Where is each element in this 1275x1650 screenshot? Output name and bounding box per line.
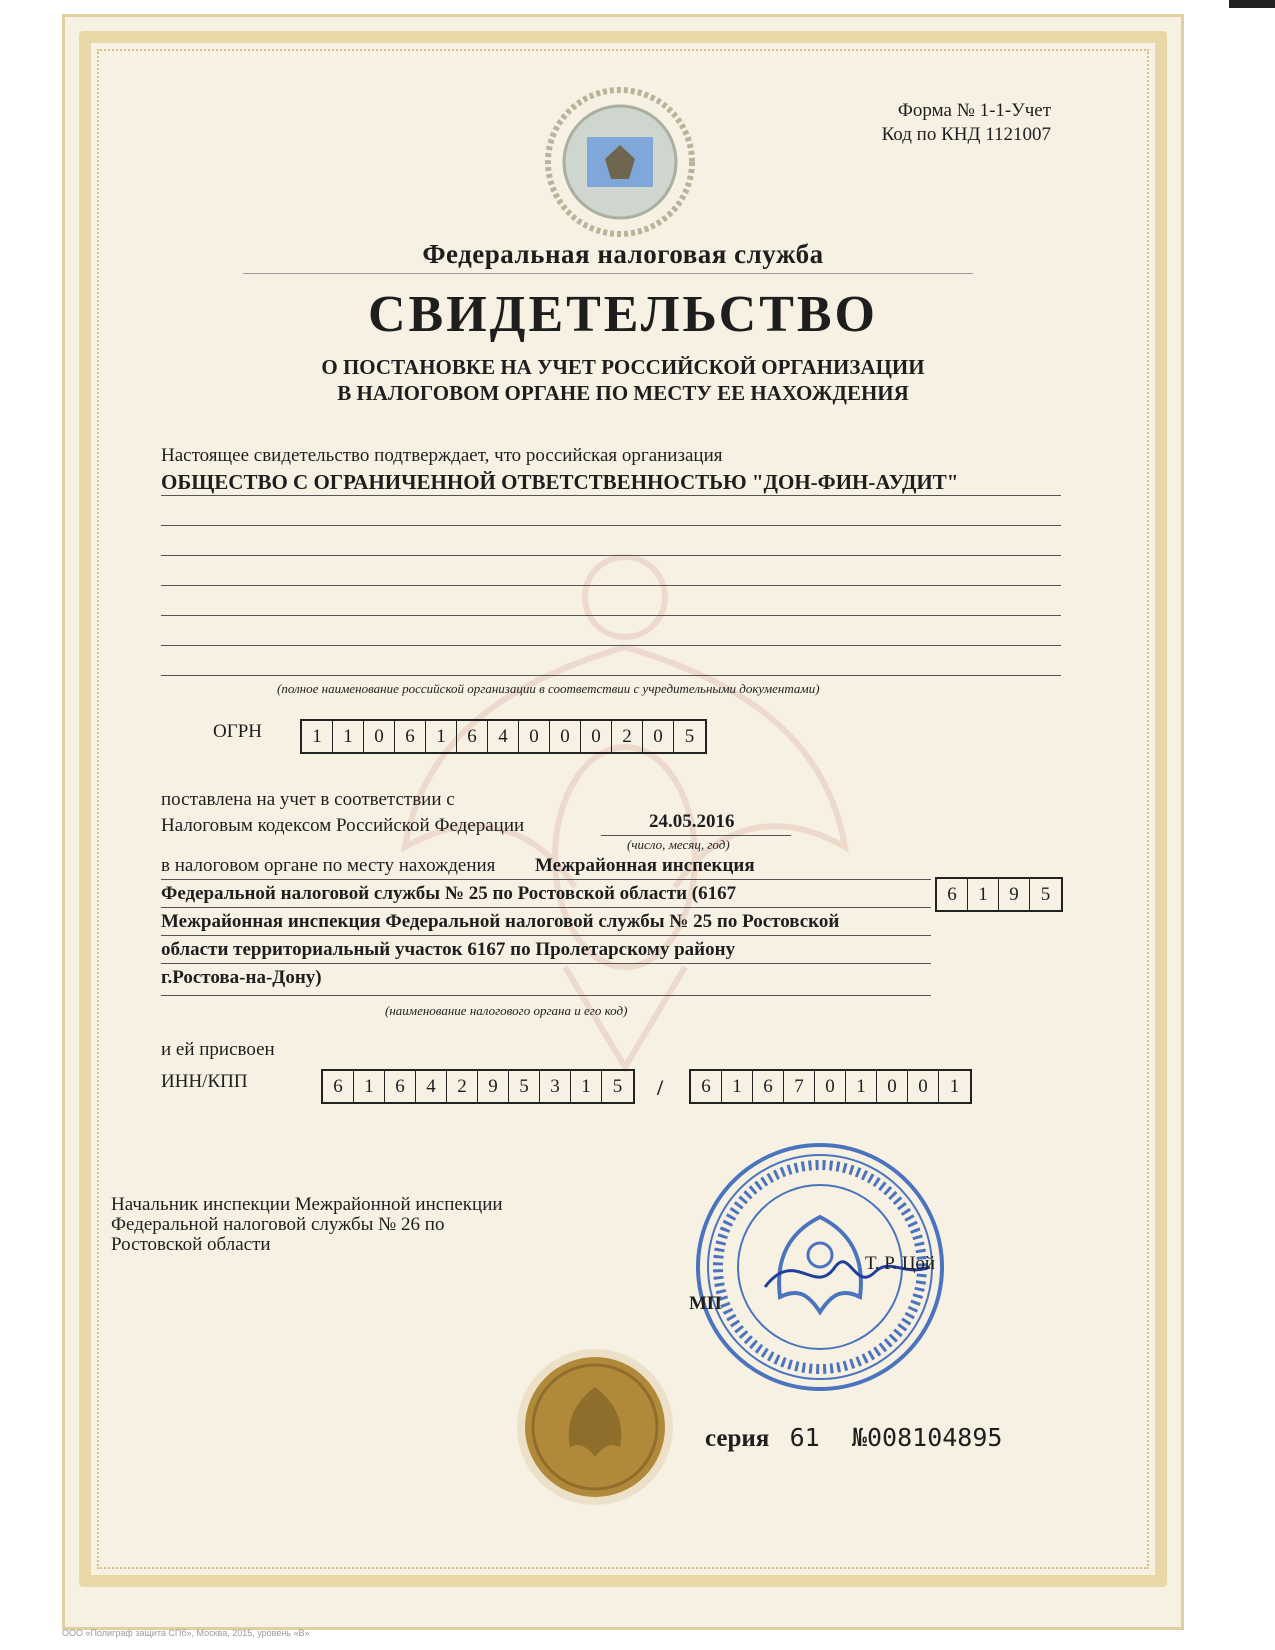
authority-underline xyxy=(161,907,931,908)
certificate-title: СВИДЕТЕЛЬСТВО xyxy=(367,286,879,343)
certificate-sheet xyxy=(62,14,1184,1630)
assigned-text: и ей присвоен xyxy=(161,1039,275,1060)
authority-underline xyxy=(161,935,931,936)
authority-code-digit: 9 xyxy=(999,879,1030,910)
authority-caption: (наименование налогового органа и его код) xyxy=(385,1003,628,1018)
inn-digit: 3 xyxy=(540,1071,571,1102)
inn-digit: 6 xyxy=(323,1071,354,1102)
authority-line-3: Межрайонная инспекция Федеральной налоговой службы № 25 по Ростовской xyxy=(161,911,840,932)
inn-digit: 1 xyxy=(354,1071,385,1102)
ogrn-digit: 1 xyxy=(426,721,457,752)
authority-line-4: области территориальный участок 6167 по Пролетарскому району xyxy=(161,939,736,960)
agency-name: Федеральная налоговая служба xyxy=(422,239,824,269)
agency-underline xyxy=(243,273,973,274)
ogrn-digit: 0 xyxy=(643,721,674,752)
serial-label: серия xyxy=(705,1425,770,1452)
org-name-line xyxy=(161,555,1061,556)
authority-code-digit: 1 xyxy=(968,879,999,910)
kpp-digit: 0 xyxy=(908,1071,939,1102)
inn-digit: 5 xyxy=(612,1075,623,1097)
serial-number xyxy=(705,1423,1002,1453)
inn-digit: 9 xyxy=(478,1071,509,1102)
ogrn-digit: 0 xyxy=(581,721,612,752)
org-name-line xyxy=(161,645,1061,646)
ogrn-digit-boxes xyxy=(300,719,707,754)
ogrn-digit: 0 xyxy=(519,721,550,752)
org-name-line xyxy=(161,495,1061,496)
signatory-line-2: Федеральной налоговой службы № 26 по xyxy=(111,1214,445,1235)
inn-digit: 1 xyxy=(571,1071,602,1102)
org-name-line xyxy=(161,615,1061,616)
inn-digit-boxes xyxy=(321,1069,635,1104)
form-number: Форма № 1-1-Учет xyxy=(897,100,1051,121)
ogrn-digit: 0 xyxy=(364,721,395,752)
knd-code: Код по КНД 1121007 xyxy=(881,124,1051,145)
kpp-digit: 7 xyxy=(784,1071,815,1102)
subtitle-line-1: О ПОСТАНОВКЕ НА УЧЕТ РОССИЙСКОЙ ОРГАНИЗАЦИИ xyxy=(321,355,925,379)
printer-note: ООО «Полиграф защита СПб», Москва, 2015, уровень «В» xyxy=(62,1628,310,1638)
authority-line-1: Межрайонная инспекция xyxy=(535,855,755,876)
subtitle-line-2: В НАЛОГОВОМ ОРГАНЕ ПО МЕСТУ ЕЕ НАХОЖДЕНИЯ xyxy=(337,381,909,405)
serial-series: 61 xyxy=(789,1423,820,1452)
gold-seal-icon xyxy=(515,1347,675,1507)
date-caption: (число, месяц, год) xyxy=(627,837,730,852)
authority-underline xyxy=(161,963,931,964)
serial-number-value: №008104895 xyxy=(851,1423,1003,1452)
org-name-line xyxy=(161,525,1061,526)
ogrn-digit: 2 xyxy=(612,721,643,752)
org-name-line xyxy=(161,585,1061,586)
ogrn-digit: 5 xyxy=(684,725,695,747)
registration-line-2: Налоговым кодексом Российской Федерации xyxy=(161,815,525,836)
kpp-digit: 1 xyxy=(722,1071,753,1102)
kpp-digit-boxes xyxy=(689,1069,972,1104)
inn-kpp-label: ИНН/КПП xyxy=(161,1071,248,1092)
ogrn-label: ОГРН xyxy=(213,721,262,742)
organization-name: ОБЩЕСТВО С ОГРАНИЧЕННОЙ ОТВЕТСТВЕННОСТЬЮ "ДОН-ФИН-АУДИТ" xyxy=(161,470,959,494)
ogrn-digit: 6 xyxy=(395,721,426,752)
hologram-emblem-icon xyxy=(545,87,695,237)
inn-digit: 4 xyxy=(416,1071,447,1102)
ogrn-digit: 0 xyxy=(550,721,581,752)
ogrn-digit: 4 xyxy=(488,721,519,752)
kpp-digit: 6 xyxy=(753,1071,784,1102)
registration-date: 24.05.2016 xyxy=(649,811,735,832)
ogrn-digit: 1 xyxy=(333,721,364,752)
registration-line-1: поставлена на учет в соответствии с xyxy=(161,789,455,810)
authority-line-5: г.Ростова-на-Дону) xyxy=(161,967,322,988)
kpp-digit: 1 xyxy=(949,1075,960,1097)
inn-digit: 6 xyxy=(385,1071,416,1102)
authority-code-digit: 6 xyxy=(937,879,968,910)
kpp-digit: 0 xyxy=(877,1071,908,1102)
date-underline xyxy=(601,835,791,836)
form-identifier xyxy=(882,99,1051,147)
authority-underline xyxy=(161,879,931,880)
signatory-line-3: Ростовской области xyxy=(111,1234,271,1255)
ogrn-digit: 6 xyxy=(457,721,488,752)
authority-code-digit: 5 xyxy=(1040,883,1051,905)
signatory-line-1: Начальник инспекции Межрайонной инспекции xyxy=(111,1194,503,1215)
signatory-name: Т. Р. Цой xyxy=(865,1253,936,1274)
authority-intro: в налоговом органе по месту нахождения xyxy=(161,855,496,876)
scan-edge-mark xyxy=(1229,0,1275,8)
kpp-digit: 6 xyxy=(691,1071,722,1102)
authority-underline xyxy=(161,995,931,996)
intro-text: Настоящее свидетельство подтверждает, что российская организация xyxy=(161,445,723,466)
inn-digit: 2 xyxy=(447,1071,478,1102)
signatory-title xyxy=(111,1195,503,1255)
inn-digit: 5 xyxy=(509,1071,540,1102)
stamp-mark: МП xyxy=(689,1293,722,1314)
kpp-digit: 1 xyxy=(846,1071,877,1102)
inn-kpp-separator: / xyxy=(657,1075,664,1100)
org-name-caption: (полное наименование российской организации в соответствии с учредительными документами) xyxy=(277,681,820,696)
ogrn-digit: 1 xyxy=(302,721,333,752)
authority-code-boxes xyxy=(935,877,1063,912)
authority-line-2: Федеральной налоговой службы № 25 по Ростовской области (6167 xyxy=(161,883,737,904)
kpp-digit: 0 xyxy=(815,1071,846,1102)
org-name-line xyxy=(161,675,1061,676)
